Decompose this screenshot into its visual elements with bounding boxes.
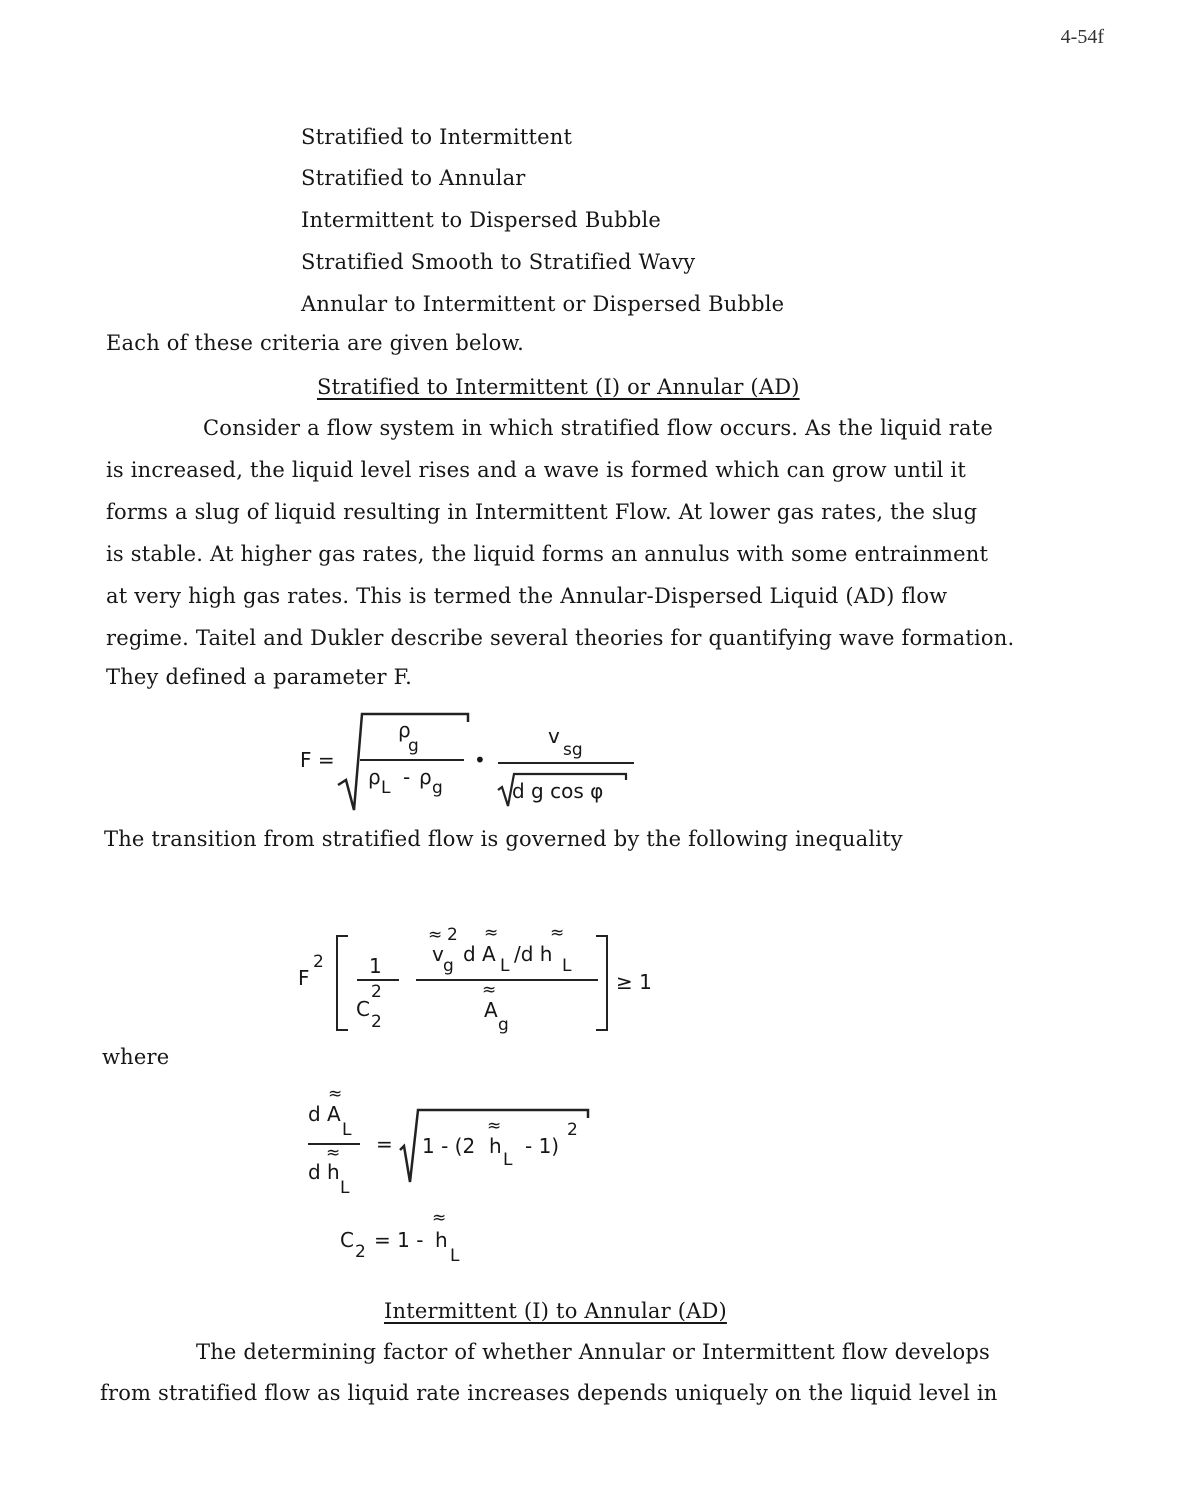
section-heading: Intermittent (I) to Annular (AD): [384, 1299, 727, 1323]
eq-sub-L: L: [381, 778, 391, 798]
eq-sub-g: g: [498, 1015, 509, 1035]
eq-sqrt-inner: - 1): [525, 1134, 560, 1158]
eq-approx: ≈: [428, 925, 443, 945]
eq-sub-g: g: [408, 736, 419, 756]
paragraph-line: is increased, the liquid level rises and a wave is formed which can grow until it: [106, 458, 966, 482]
eq-superscript-2: 2: [447, 925, 458, 945]
eq-sub-g: g: [432, 778, 443, 798]
transition-item: Stratified to Annular: [301, 166, 526, 190]
eq-d: d: [308, 1102, 321, 1126]
page-number: 4-54f: [1060, 26, 1104, 48]
eq-sub-L: L: [450, 1246, 460, 1266]
eq-approx: ≈: [482, 980, 497, 1000]
eq-v: v: [548, 724, 560, 748]
transition-item: Annular to Intermittent or Dispersed Bubble: [301, 292, 785, 316]
eq-equals: =: [376, 1132, 393, 1156]
eq-approx: ≈: [432, 1208, 447, 1228]
eq-dot: •: [474, 748, 486, 772]
where-label: where: [102, 1045, 170, 1069]
eq-sub-L: L: [500, 956, 510, 976]
eq-rho: ρ: [419, 765, 432, 789]
eq-approx: ≈: [326, 1143, 341, 1163]
transition-item: Intermittent to Dispersed Bubble: [301, 208, 662, 232]
eq-sub-sg: sg: [563, 740, 583, 760]
eq-sub-g: g: [443, 956, 454, 976]
paragraph-line: is stable. At higher gas rates, the liquid forms an annulus with some entrainment: [106, 542, 989, 566]
eq-minus: -: [403, 765, 411, 789]
eq-rho: ρ: [398, 718, 411, 742]
eq-sub-L: L: [342, 1120, 352, 1140]
eq-C: C: [356, 997, 370, 1021]
paragraph-line: Consider a flow system in which stratified flow occurs. As the liquid rate: [203, 416, 994, 440]
eq-ge-1: ≥ 1: [616, 970, 652, 994]
eq-approx: ≈: [328, 1084, 343, 1104]
eq-superscript-2: 2: [567, 1120, 578, 1140]
eq-superscript-2: 2: [371, 982, 382, 1002]
eq-approx: ≈: [487, 1116, 502, 1136]
eq-sqrt-inner: 1 - (2: [422, 1134, 476, 1158]
eq-approx: ≈: [550, 923, 565, 943]
paragraph-line: from stratified flow as liquid rate increases depends uniquely on the liquid level in: [100, 1381, 998, 1405]
eq-A: A: [327, 1102, 341, 1126]
paragraph-line: at very high gas rates. This is termed the Annular-Dispersed Liquid (AD) flow: [106, 584, 948, 608]
paragraph-line: forms a slug of liquid resulting in Intermittent Flow. At lower gas rates, the slug: [106, 500, 978, 524]
eq-F-lhs: F =: [300, 748, 335, 772]
transition-line: The transition from stratified flow is governed by the following inequality: [104, 827, 903, 851]
eq-h: h: [327, 1160, 340, 1184]
eq-C: C: [340, 1228, 354, 1252]
eq-sub-L: L: [503, 1150, 513, 1170]
eq-superscript-2: 2: [313, 952, 324, 972]
eq-d: d: [308, 1160, 321, 1184]
intro-line: Each of these criteria are given below.: [106, 331, 525, 355]
transition-item: Stratified Smooth to Stratified Wavy: [301, 250, 696, 274]
transition-item: Stratified to Intermittent: [301, 125, 573, 149]
eq-rho: ρ: [368, 765, 381, 789]
eq-one: 1: [369, 954, 382, 978]
paragraph-line: regime. Taitel and Dukler describe several theories for quantifying wave formation.: [106, 626, 1015, 650]
paragraph-line: They defined a parameter F.: [106, 665, 412, 689]
eq-sub-L: L: [340, 1178, 350, 1198]
eq-v: v: [432, 942, 444, 966]
paragraph-line: The determining factor of whether Annular or Intermittent flow develops: [196, 1340, 990, 1364]
eq-sub-2: 2: [371, 1012, 382, 1032]
eq-c2-rhs: = 1 -: [374, 1228, 424, 1252]
section-heading: Stratified to Intermittent (I) or Annular (AD): [317, 375, 800, 399]
eq-h: h: [435, 1228, 448, 1252]
eq-approx: ≈: [484, 923, 499, 943]
eq-sub-L: L: [562, 956, 572, 976]
eq-h: h: [489, 1134, 502, 1158]
eq-A: A: [484, 998, 498, 1022]
eq-d-g-cos-phi: d g cos φ: [512, 779, 604, 803]
eq-sub-2: 2: [355, 1242, 366, 1262]
eq-dA: d A: [463, 942, 496, 966]
eq-F: F: [298, 966, 310, 990]
eq-slash-dh: /d h: [514, 942, 553, 966]
